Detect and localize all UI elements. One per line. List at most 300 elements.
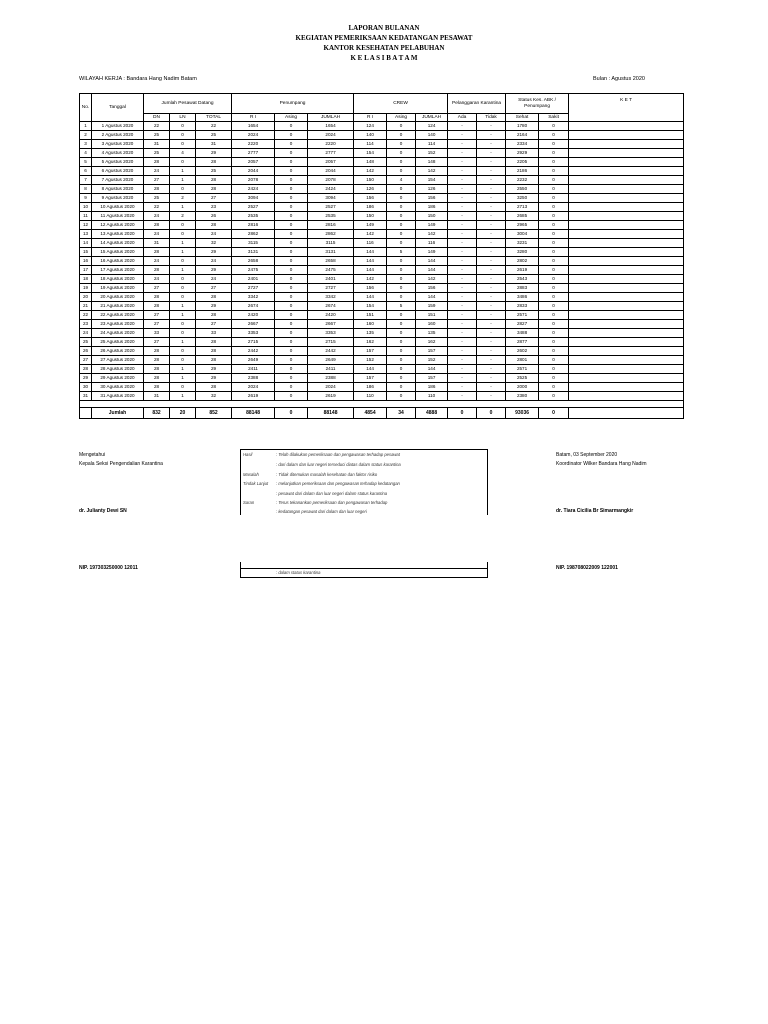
cell-no: 13 (80, 230, 92, 239)
cell-ket (569, 329, 684, 338)
cell-dn: 27 (144, 338, 170, 347)
cell-tgl: 11 Agustus 2020 (92, 212, 144, 221)
cell-sakit: 0 (539, 230, 569, 239)
footer-date: Batam, 03 September 2020 (556, 452, 618, 458)
cell-sehat: 2334 (506, 140, 539, 149)
cell-c-asing: 0 (387, 221, 416, 230)
cell-total: 28 (196, 338, 232, 347)
cell-tgl: 4 Agustus 2020 (92, 149, 144, 158)
cell-sehat: 3488 (506, 329, 539, 338)
cell-c-jml: 144 (416, 257, 448, 266)
cell-no: 2 (80, 131, 92, 140)
cell-p-jml: 2816 (308, 221, 354, 230)
cell-c-jml: 148 (416, 158, 448, 167)
cell-c-asing: 0 (387, 239, 416, 248)
cell-c-asing: 0 (387, 311, 416, 320)
cell-c-ri: 114 (354, 140, 387, 149)
notes-gap (240, 515, 488, 562)
cell-ln: 0 (170, 293, 196, 302)
cell-c-ri: 186 (354, 383, 387, 392)
cell-c-ri: 160 (354, 320, 387, 329)
table-row (80, 149, 684, 158)
cell-no: 12 (80, 221, 92, 230)
cell-dn: 28 (144, 365, 170, 374)
cell-p-jml: 2044 (308, 167, 354, 176)
cell-total: 28 (196, 356, 232, 365)
cell-c-ri: 116 (354, 239, 387, 248)
cell-tgl: 19 Agustus 2020 (92, 284, 144, 293)
cell-sakit: 0 (539, 275, 569, 284)
cell-ada: - (448, 149, 477, 158)
cell-p-ri: 2777 (232, 149, 275, 158)
cell-dn: 28 (144, 293, 170, 302)
cell-ada: - (448, 194, 477, 203)
cell-sakit: 0 (539, 122, 569, 131)
note-text: : pesawat dari dalam dan luar negeri dalam status karantina (276, 491, 388, 496)
cell-sehat: 2713 (506, 203, 539, 212)
cell-tgl: 8 Agustus 2020 (92, 185, 144, 194)
cell-tidak: - (477, 203, 506, 212)
cell-c-asing: 0 (387, 320, 416, 329)
table-row (80, 185, 684, 194)
wilayah-kerja: WILAYAH KERJA : Bandara Hang Nadim Batam (79, 76, 197, 82)
cell-ket (569, 383, 684, 392)
note-label: Tindak Lanjut (243, 481, 269, 486)
col-tidak: Tidak (477, 114, 506, 122)
cell-p-jml: 3115 (308, 239, 354, 248)
cell-c-ri: 110 (354, 392, 387, 401)
cell-c-jml: 186 (416, 383, 448, 392)
cell-c-jml: 110 (416, 392, 448, 401)
cell-c-asing: 0 (387, 122, 416, 131)
cell-c-jml: 114 (416, 140, 448, 149)
cell-tidak: - (477, 338, 506, 347)
cell-tidak: - (477, 131, 506, 140)
cell-total: 29 (196, 149, 232, 158)
cell-sehat: 3486 (506, 293, 539, 302)
cell-tidak: - (477, 239, 506, 248)
cell-p-ri: 3353 (232, 329, 275, 338)
cell-dn: 28 (144, 347, 170, 356)
table-row (80, 221, 684, 230)
cell-c-jml: 186 (416, 203, 448, 212)
cell-sakit: 0 (539, 140, 569, 149)
cell-c-jml: 142 (416, 230, 448, 239)
cell-c-jml: 152 (416, 149, 448, 158)
total-sehat: 93036 (506, 408, 539, 419)
cell-dn: 25 (144, 194, 170, 203)
cell-c-ri: 157 (354, 374, 387, 383)
cell-c-jml: 157 (416, 374, 448, 383)
cell-no: 30 (80, 383, 92, 392)
cell-c-asing: 0 (387, 266, 416, 275)
cell-ln: 0 (170, 158, 196, 167)
cell-p-jml: 2715 (308, 338, 354, 347)
cell-p-asing: 0 (275, 203, 308, 212)
col-p-asing: Asing (275, 114, 308, 122)
cell-tgl: 17 Agustus 2020 (92, 266, 144, 275)
cell-no: 28 (80, 365, 92, 374)
col-sakit: Sakit (539, 114, 569, 122)
table-row (80, 275, 684, 284)
cell-c-jml: 154 (416, 176, 448, 185)
cell-sehat: 2232 (506, 176, 539, 185)
note-text: : dari dalam dan luar negeri terseduci diatas dalam status karantina (276, 462, 401, 467)
cell-ln: 1 (170, 248, 196, 257)
cell-p-ri: 2816 (232, 221, 275, 230)
cell-no: 5 (80, 158, 92, 167)
footer-kepala-seksi: Kepala Seksi Pengendalian Karantina (79, 461, 163, 467)
cell-c-ri: 186 (354, 203, 387, 212)
cell-ada: - (448, 392, 477, 401)
cell-p-asing: 0 (275, 149, 308, 158)
cell-sakit: 0 (539, 338, 569, 347)
cell-p-jml: 2024 (308, 131, 354, 140)
cell-sakit: 0 (539, 158, 569, 167)
cell-tgl: 24 Agustus 2020 (92, 329, 144, 338)
cell-c-ri: 126 (354, 185, 387, 194)
cell-dn: 25 (144, 131, 170, 140)
cell-total: 28 (196, 383, 232, 392)
cell-no: 24 (80, 329, 92, 338)
cell-c-jml: 156 (416, 194, 448, 203)
cell-ln: 0 (170, 383, 196, 392)
cell-ln: 0 (170, 275, 196, 284)
cell-ada: - (448, 338, 477, 347)
cell-no: 14 (80, 239, 92, 248)
cell-c-jml: 150 (416, 212, 448, 221)
cell-total: 29 (196, 248, 232, 257)
table-row (80, 266, 684, 275)
cell-ket (569, 176, 684, 185)
cell-total: 27 (196, 320, 232, 329)
cell-c-ri: 150 (354, 176, 387, 185)
cell-total: 24 (196, 275, 232, 284)
cell-dn: 28 (144, 185, 170, 194)
table-row (80, 248, 684, 257)
total-c-asing: 34 (387, 408, 416, 419)
cell-c-ri: 144 (354, 257, 387, 266)
cell-sehat: 3250 (506, 194, 539, 203)
cell-c-jml: 142 (416, 167, 448, 176)
cell-ada: - (448, 302, 477, 311)
cell-sehat: 2543 (506, 275, 539, 284)
total-p-asing: 0 (275, 408, 308, 419)
cell-c-ri: 149 (354, 221, 387, 230)
cell-p-asing: 0 (275, 338, 308, 347)
cell-ln: 1 (170, 203, 196, 212)
note-text: : Tidak ditemukan masalah kesehatan dan faktor risiko (276, 472, 378, 477)
cell-sakit: 0 (539, 176, 569, 185)
cell-p-ri: 2024 (232, 383, 275, 392)
cell-total: 32 (196, 392, 232, 401)
footer-left-nip: NIP. 197303250000 12011 (79, 565, 138, 571)
cell-tgl: 29 Agustus 2020 (92, 374, 144, 383)
cell-dn: 24 (144, 257, 170, 266)
cell-ln: 1 (170, 239, 196, 248)
table-row (80, 239, 684, 248)
cell-p-jml: 2420 (308, 311, 354, 320)
cell-no: 22 (80, 311, 92, 320)
cell-p-asing: 0 (275, 266, 308, 275)
cell-c-jml: 149 (416, 221, 448, 230)
cell-p-jml: 2619 (308, 392, 354, 401)
cell-ada: - (448, 257, 477, 266)
cell-c-ri: 144 (354, 248, 387, 257)
cell-no: 26 (80, 347, 92, 356)
col-sehat: Sehat (506, 114, 539, 122)
table-row (80, 230, 684, 239)
cell-ket (569, 149, 684, 158)
cell-p-ri: 2388 (232, 374, 275, 383)
cell-c-ri: 162 (354, 338, 387, 347)
cell-ada: - (448, 203, 477, 212)
cell-p-ri: 3094 (232, 194, 275, 203)
cell-p-ri: 2727 (232, 284, 275, 293)
table-row (80, 203, 684, 212)
cell-tidak: - (477, 347, 506, 356)
cell-ket (569, 203, 684, 212)
cell-p-ri: 2649 (232, 356, 275, 365)
cell-total: 28 (196, 158, 232, 167)
cell-no: 7 (80, 176, 92, 185)
cell-c-jml: 160 (416, 320, 448, 329)
cell-dn: 28 (144, 374, 170, 383)
cell-c-asing: 0 (387, 185, 416, 194)
cell-sehat: 2571 (506, 365, 539, 374)
cell-c-jml: 162 (416, 338, 448, 347)
total-label: Jumlah (92, 408, 144, 419)
cell-dn: 28 (144, 302, 170, 311)
cell-sakit: 0 (539, 149, 569, 158)
cell-c-ri: 151 (354, 311, 387, 320)
cell-tidak: - (477, 248, 506, 257)
cell-sehat: 2802 (506, 257, 539, 266)
cell-sakit: 0 (539, 167, 569, 176)
cell-tidak: - (477, 356, 506, 365)
cell-ln: 2 (170, 194, 196, 203)
cell-sehat: 2801 (506, 356, 539, 365)
cell-p-asing: 0 (275, 383, 308, 392)
cell-total: 28 (196, 185, 232, 194)
cell-ada: - (448, 248, 477, 257)
cell-c-jml: 126 (416, 185, 448, 194)
cell-p-ri: 1654 (232, 122, 275, 131)
cell-no: 1 (80, 122, 92, 131)
cell-no: 8 (80, 185, 92, 194)
cell-c-jml: 149 (416, 248, 448, 257)
cell-dn: 31 (144, 140, 170, 149)
cell-p-asing: 0 (275, 131, 308, 140)
cell-sakit: 0 (539, 131, 569, 140)
cell-p-ri: 2667 (232, 320, 275, 329)
cell-p-jml: 2057 (308, 158, 354, 167)
cell-c-ri: 156 (354, 194, 387, 203)
total-ln: 20 (170, 408, 196, 419)
cell-tidak: - (477, 383, 506, 392)
cell-ln: 1 (170, 266, 196, 275)
cell-total: 29 (196, 365, 232, 374)
col-tanggal: Tanggal (92, 94, 144, 122)
col-dn: DN (144, 114, 170, 122)
cell-tidak: - (477, 311, 506, 320)
cell-dn: 27 (144, 176, 170, 185)
cell-ada: - (448, 131, 477, 140)
cell-ada: - (448, 365, 477, 374)
cell-dn: 24 (144, 212, 170, 221)
cell-p-asing: 0 (275, 167, 308, 176)
note-text: : Telah dilakukan pemeriksaan dan pengawasan terhadap pesawat (276, 452, 400, 457)
table-row (80, 365, 684, 374)
cell-c-jml: 144 (416, 365, 448, 374)
cell-ada: - (448, 122, 477, 131)
cell-sehat: 3004 (506, 230, 539, 239)
cell-no: 3 (80, 140, 92, 149)
cell-tgl: 26 Agustus 2020 (92, 347, 144, 356)
cell-ada: - (448, 284, 477, 293)
cell-p-jml: 3094 (308, 194, 354, 203)
cell-dn: 28 (144, 221, 170, 230)
cell-ada: - (448, 221, 477, 230)
cell-p-ri: 2862 (232, 230, 275, 239)
cell-no: 11 (80, 212, 92, 221)
cell-no: 9 (80, 194, 92, 203)
cell-dn: 28 (144, 266, 170, 275)
cell-sakit: 0 (539, 185, 569, 194)
note-label: Hasil (243, 452, 253, 457)
cell-p-asing: 0 (275, 275, 308, 284)
cell-p-ri: 2442 (232, 347, 275, 356)
cell-p-jml: 2862 (308, 230, 354, 239)
cell-ket (569, 212, 684, 221)
cell-tidak: - (477, 185, 506, 194)
col-c-asing: Asing (387, 114, 416, 122)
cell-c-jml: 135 (416, 329, 448, 338)
cell-p-asing: 0 (275, 176, 308, 185)
cell-p-ri: 2535 (232, 212, 275, 221)
cell-c-asing: 0 (387, 167, 416, 176)
cell-c-ri: 124 (354, 122, 387, 131)
cell-sakit: 0 (539, 248, 569, 257)
cell-sakit: 0 (539, 311, 569, 320)
table-row (80, 122, 684, 131)
total-total: 852 (196, 408, 232, 419)
table-row (80, 347, 684, 356)
cell-c-jml: 140 (416, 131, 448, 140)
cell-sehat: 2000 (506, 383, 539, 392)
cell-p-jml: 2424 (308, 185, 354, 194)
cell-ket (569, 185, 684, 194)
cell-p-ri: 2220 (232, 140, 275, 149)
cell-tidak: - (477, 392, 506, 401)
cell-c-ri: 144 (354, 365, 387, 374)
cell-sakit: 0 (539, 374, 569, 383)
cell-tgl: 30 Agustus 2020 (92, 383, 144, 392)
cell-dn: 27 (144, 284, 170, 293)
cell-ket (569, 167, 684, 176)
report-title-line4: K E L A S I B A T A M (350, 54, 418, 62)
cell-c-asing: 0 (387, 230, 416, 239)
cell-p-ri: 2424 (232, 185, 275, 194)
cell-tgl: 1 Agustus 2020 (92, 122, 144, 131)
cell-p-ri: 2475 (232, 266, 275, 275)
cell-ada: - (448, 176, 477, 185)
cell-c-jml: 144 (416, 266, 448, 275)
cell-sehat: 1780 (506, 122, 539, 131)
cell-tgl: 25 Agustus 2020 (92, 338, 144, 347)
cell-tgl: 23 Agustus 2020 (92, 320, 144, 329)
cell-sehat: 2205 (506, 158, 539, 167)
cell-tgl: 22 Agustus 2020 (92, 311, 144, 320)
report-title-line1: LAPORAN BULANAN (348, 24, 420, 32)
cell-total: 26 (196, 212, 232, 221)
report-title-line2: KEGIATAN PEMERIKSAAN KEDATANGAN PESAWAT (295, 34, 473, 42)
cell-c-asing: 0 (387, 257, 416, 266)
total-sakit: 0 (539, 408, 569, 419)
cell-tidak: - (477, 230, 506, 239)
cell-ket (569, 275, 684, 284)
table-row (80, 293, 684, 302)
cell-ket (569, 392, 684, 401)
cell-sehat: 2164 (506, 131, 539, 140)
footer-right-name: dr. Tiara Cicilia Br Simarmangkir (556, 508, 634, 514)
cell-sakit: 0 (539, 383, 569, 392)
cell-dn: 25 (144, 149, 170, 158)
cell-total: 28 (196, 176, 232, 185)
table-row (80, 284, 684, 293)
cell-c-asing: 0 (387, 374, 416, 383)
cell-sehat: 2571 (506, 311, 539, 320)
cell-total: 24 (196, 230, 232, 239)
cell-ket (569, 131, 684, 140)
cell-dn: 28 (144, 356, 170, 365)
cell-ket (569, 257, 684, 266)
cell-tgl: 5 Agustus 2020 (92, 158, 144, 167)
cell-p-asing: 0 (275, 302, 308, 311)
cell-ln: 0 (170, 185, 196, 194)
cell-sehat: 2525 (506, 374, 539, 383)
cell-sehat: 3280 (506, 248, 539, 257)
col-crew: CREW (354, 94, 448, 114)
cell-sakit: 0 (539, 212, 569, 221)
cell-c-ri: 144 (354, 293, 387, 302)
note-label: Masalah (243, 472, 259, 477)
cell-sakit: 0 (539, 329, 569, 338)
cell-c-asing: 0 (387, 284, 416, 293)
cell-p-ri: 2658 (232, 257, 275, 266)
cell-tgl: 27 Agustus 2020 (92, 356, 144, 365)
cell-p-jml: 2220 (308, 140, 354, 149)
col-total: TOTAL (196, 114, 232, 122)
cell-tgl: 12 Agustus 2020 (92, 221, 144, 230)
cell-tgl: 28 Agustus 2020 (92, 365, 144, 374)
cell-p-jml: 2535 (308, 212, 354, 221)
cell-c-ri: 135 (354, 329, 387, 338)
cell-p-asing: 0 (275, 212, 308, 221)
cell-ln: 0 (170, 347, 196, 356)
cell-ln: 1 (170, 311, 196, 320)
cell-c-ri: 150 (354, 212, 387, 221)
note-text: : kedatangan pesawat dari dalam dan luar negeri (276, 509, 367, 514)
cell-c-asing: 0 (387, 383, 416, 392)
cell-ket (569, 293, 684, 302)
cell-ada: - (448, 293, 477, 302)
cell-p-asing: 0 (275, 293, 308, 302)
cell-c-asing: 0 (387, 158, 416, 167)
cell-sehat: 2833 (506, 302, 539, 311)
table-row (80, 383, 684, 392)
cell-ket (569, 239, 684, 248)
